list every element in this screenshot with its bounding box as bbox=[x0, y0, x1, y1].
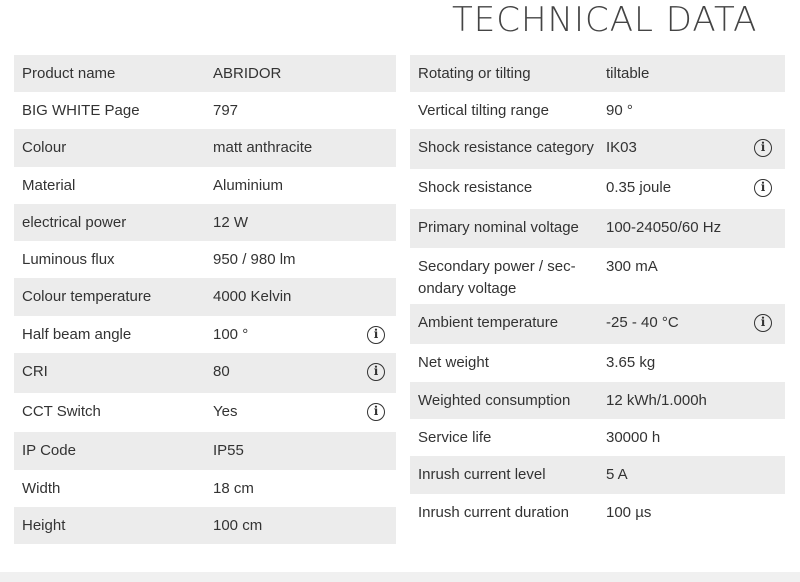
page-title: TECHNICAL DATA bbox=[452, 0, 758, 40]
spec-value: ABRIDOR bbox=[213, 65, 282, 82]
spec-value: tiltable bbox=[606, 65, 650, 82]
spec-label: electrical power bbox=[22, 214, 127, 231]
table-row bbox=[14, 92, 396, 129]
info-circle-icon[interactable]: i bbox=[367, 326, 385, 344]
spec-value: 950 / 980 lm bbox=[213, 251, 296, 268]
table-row bbox=[14, 129, 396, 167]
spec-label: Inrush current level bbox=[418, 466, 546, 483]
spec-value: 0.35 joule bbox=[606, 179, 672, 196]
spec-value: 300 mA bbox=[606, 258, 658, 275]
spec-label: Height bbox=[22, 517, 66, 534]
table-row bbox=[14, 278, 396, 316]
spec-label: CRI bbox=[22, 363, 48, 380]
table-row bbox=[410, 419, 785, 456]
table-row bbox=[14, 241, 396, 278]
table-row bbox=[14, 167, 396, 204]
info-circle-icon[interactable]: i bbox=[367, 403, 385, 421]
footer-divider bbox=[0, 572, 800, 582]
spec-value: IP55 bbox=[213, 442, 244, 459]
spec-value: 90 ° bbox=[606, 102, 633, 119]
spec-label: CCT Switch bbox=[22, 403, 101, 420]
table-row bbox=[410, 92, 785, 129]
spec-value: 797 bbox=[213, 102, 239, 119]
spec-value: 30000 h bbox=[606, 429, 661, 446]
table-row bbox=[14, 393, 396, 432]
spec-table-right bbox=[410, 55, 785, 531]
spec-table-left bbox=[14, 55, 396, 544]
spec-label: Rotating or tilting bbox=[418, 65, 531, 82]
table-row bbox=[14, 507, 396, 544]
spec-label: Half beam angle bbox=[22, 326, 132, 343]
table-row bbox=[410, 304, 785, 344]
spec-label: Primary nominal voltage bbox=[418, 219, 579, 236]
table-row bbox=[14, 204, 396, 241]
table-row bbox=[410, 248, 785, 304]
info-circle-icon[interactable]: i bbox=[754, 179, 772, 197]
spec-label: Shock resistance bbox=[418, 179, 533, 196]
info-circle-icon[interactable]: i bbox=[754, 139, 772, 157]
spec-label bbox=[418, 256, 576, 300]
spec-value: Aluminium bbox=[213, 177, 284, 194]
spec-value: 4000 Kelvin bbox=[213, 288, 292, 305]
spec-value: 100 µs bbox=[606, 504, 652, 521]
table-row bbox=[410, 169, 785, 209]
table-row bbox=[410, 129, 785, 169]
table-row bbox=[14, 55, 396, 92]
spec-label: Colour temperature bbox=[22, 288, 152, 305]
table-row bbox=[14, 432, 396, 470]
spec-value: 12 W bbox=[213, 214, 249, 231]
spec-label: Ambient temperature bbox=[418, 314, 559, 331]
table-row bbox=[410, 209, 785, 248]
table-row bbox=[14, 316, 396, 353]
spec-value: IK03 bbox=[606, 139, 637, 156]
spec-label: Net weight bbox=[418, 354, 489, 371]
spec-value: Yes bbox=[213, 403, 238, 420]
spec-label: Shock resistance category bbox=[418, 139, 594, 156]
spec-value: 80 bbox=[213, 363, 230, 380]
table-row bbox=[410, 55, 785, 92]
info-circle-icon[interactable]: i bbox=[367, 363, 385, 381]
spec-value: -25 - 40 °C bbox=[606, 314, 679, 331]
spec-value: 100 ° bbox=[213, 326, 249, 343]
spec-label-line: ondary voltage bbox=[418, 280, 517, 297]
spec-label: Inrush current duration bbox=[418, 504, 569, 521]
spec-value: 12 kWh/1.000h bbox=[606, 392, 707, 409]
spec-value: 100-24050/60 Hz bbox=[606, 219, 722, 236]
spec-label: Vertical tilting range bbox=[418, 102, 549, 119]
spec-label-line: Secondary power / sec- bbox=[418, 258, 576, 275]
table-row bbox=[410, 344, 785, 382]
table-row bbox=[14, 470, 396, 507]
table-row bbox=[14, 353, 396, 393]
spec-label: Weighted consumption bbox=[418, 392, 571, 409]
spec-label: IP Code bbox=[22, 442, 76, 459]
table-row bbox=[410, 456, 785, 494]
spec-label: BIG WHITE Page bbox=[22, 102, 140, 119]
spec-value: 100 cm bbox=[213, 517, 263, 534]
table-row bbox=[410, 494, 785, 531]
spec-label: Colour bbox=[22, 139, 67, 156]
spec-label: Service life bbox=[418, 429, 492, 446]
table-row bbox=[410, 382, 785, 419]
spec-value: 5 A bbox=[606, 466, 628, 483]
spec-label: Product name bbox=[22, 65, 116, 82]
spec-label: Material bbox=[22, 177, 76, 194]
spec-label: Width bbox=[22, 480, 61, 497]
spec-value: matt anthracite bbox=[213, 139, 313, 156]
info-circle-icon[interactable]: i bbox=[754, 314, 772, 332]
spec-value: 3.65 kg bbox=[606, 354, 656, 371]
spec-label: Luminous flux bbox=[22, 251, 115, 268]
spec-value: 18 cm bbox=[213, 480, 254, 497]
